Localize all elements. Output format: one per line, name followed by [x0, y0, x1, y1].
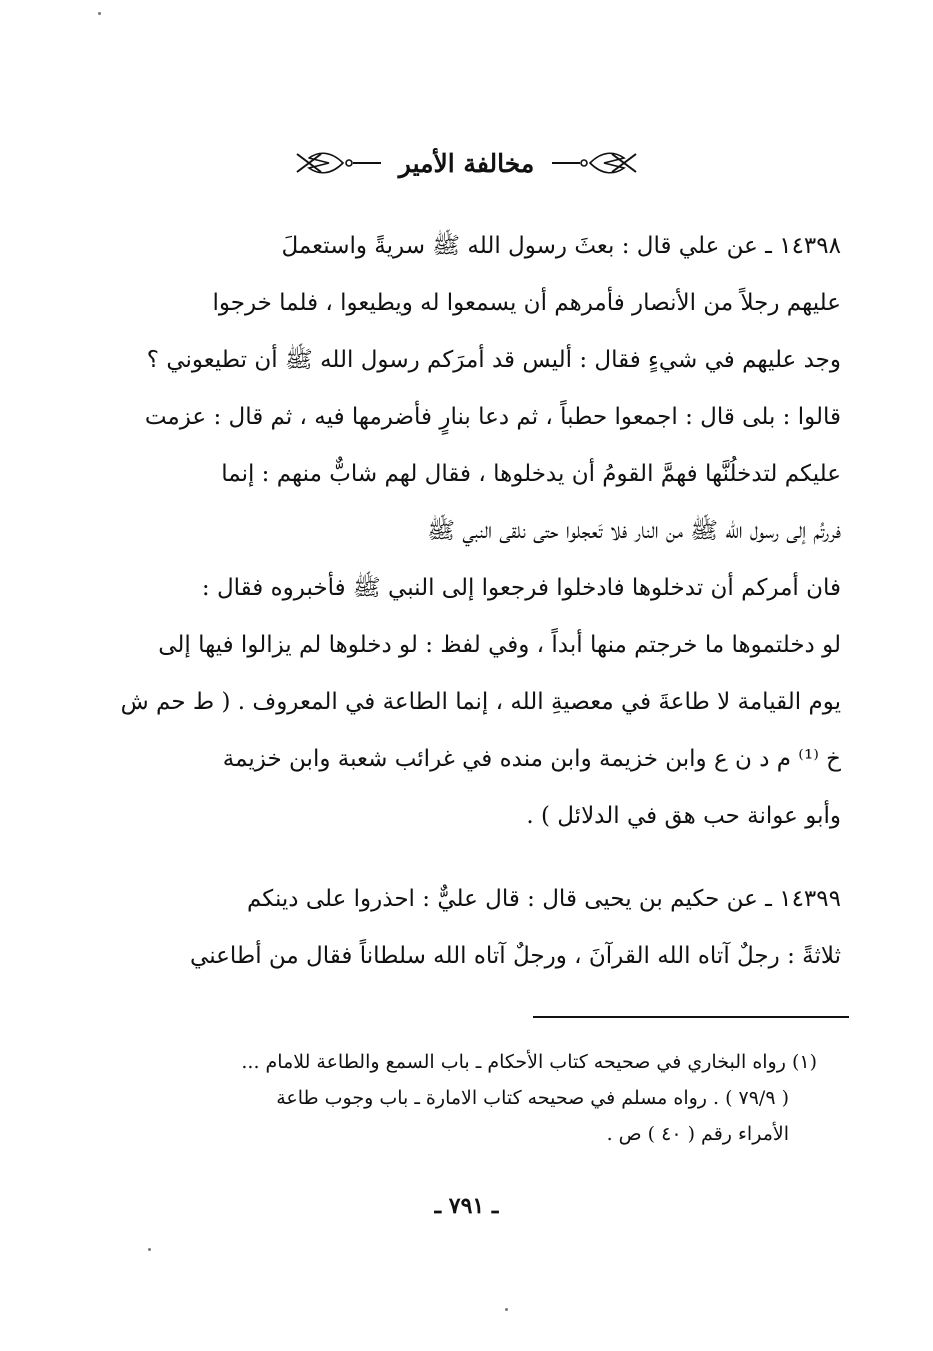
text-line: ثلاثةً : رجلٌ آتاه الله القرآنَ ، ورجلٌ آتاه الله سلطاناً فقال من أطاعني	[190, 943, 841, 969]
hadith-paragraph	[93, 871, 841, 985]
hadith-paragraph	[93, 218, 841, 845]
main-text	[93, 218, 841, 985]
text-line: ١٤٣٩٨ ـ عن علي قال : بعثَ رسول الله ﷺ سريةً واستعملَ	[281, 233, 841, 259]
chapter-header	[0, 138, 933, 188]
paragraph-gap	[93, 845, 841, 871]
footnote-line: الأمراء رقم ( ٤٠ ) ص .	[606, 1123, 789, 1145]
left-ornament-icon	[293, 148, 383, 178]
text-line: عليهم رجلاً من الأنصار فأمرهم أن يسمعوا له ويطيعوا ، فلما خرجوا	[212, 290, 841, 316]
chapter-title: مخالفة الأمير	[398, 148, 535, 178]
text-line: ١٤٣٩٩ ـ عن حكيم بن يحيى قال : قال عليٌّ : احذروا على دينكم	[246, 886, 841, 912]
text-line: فررتُم إلى رسول الله ﷺ من النار فلا تَعجلوا حتى نلقى النبي ﷺ	[427, 518, 841, 544]
footnote-block	[137, 1044, 817, 1152]
text-line: عليكم لتدخلُنَّها فهمَّ القومُ أن يدخلوها ، فقال لهم شابٌّ منهم : إنما	[221, 461, 841, 487]
text-line: قالوا : بلى قال : اجمعوا حطباً ، ثم دعا بنارٍ فأضرمها فيه ، ثم قال : عزمت	[144, 404, 841, 430]
page-number: ـ ٧٩١ ـ	[434, 1193, 499, 1219]
text-line: يوم القيامة لا طاعةَ في معصيةِ الله ، إنما الطاعة في المعروف . ( ط حم ش	[120, 689, 841, 715]
text-line: لو دخلتموها ما خرجتم منها أبداً ، وفي لفظ : لو دخلوها لم يزالوا فيها إلى	[158, 632, 841, 658]
scan-speck	[148, 1248, 151, 1251]
scan-speck	[98, 12, 101, 15]
text-line: وأبو عوانة حب هق في الدلائل ) .	[526, 803, 841, 829]
footnote-line: (١) رواه البخاري في صحيحه كتاب الأحكام ـ باب السمع والطاعة للامام ...	[241, 1051, 817, 1073]
footnote-divider	[533, 1016, 849, 1018]
scan-speck	[505, 1308, 508, 1311]
text-line: وجد عليهم في شيءٍ فقال : أليس قد أمرَكم رسول الله ﷺ أن تطيعوني ؟	[146, 347, 841, 373]
text-line: خ ⁽¹⁾ م د ن ع وابن خزيمة وابن منده في غرائب شعبة وابن خزيمة	[222, 746, 841, 772]
right-ornament-icon	[550, 148, 640, 178]
text-line: فان أمركم أن تدخلوها فادخلوا فرجعوا إلى النبي ﷺ فأخبروه فقال :	[201, 575, 841, 601]
footnote-line: ( ٧٩/٩ ) . رواه مسلم في صحيحه كتاب الامارة ـ باب وجوب طاعة	[276, 1087, 789, 1109]
